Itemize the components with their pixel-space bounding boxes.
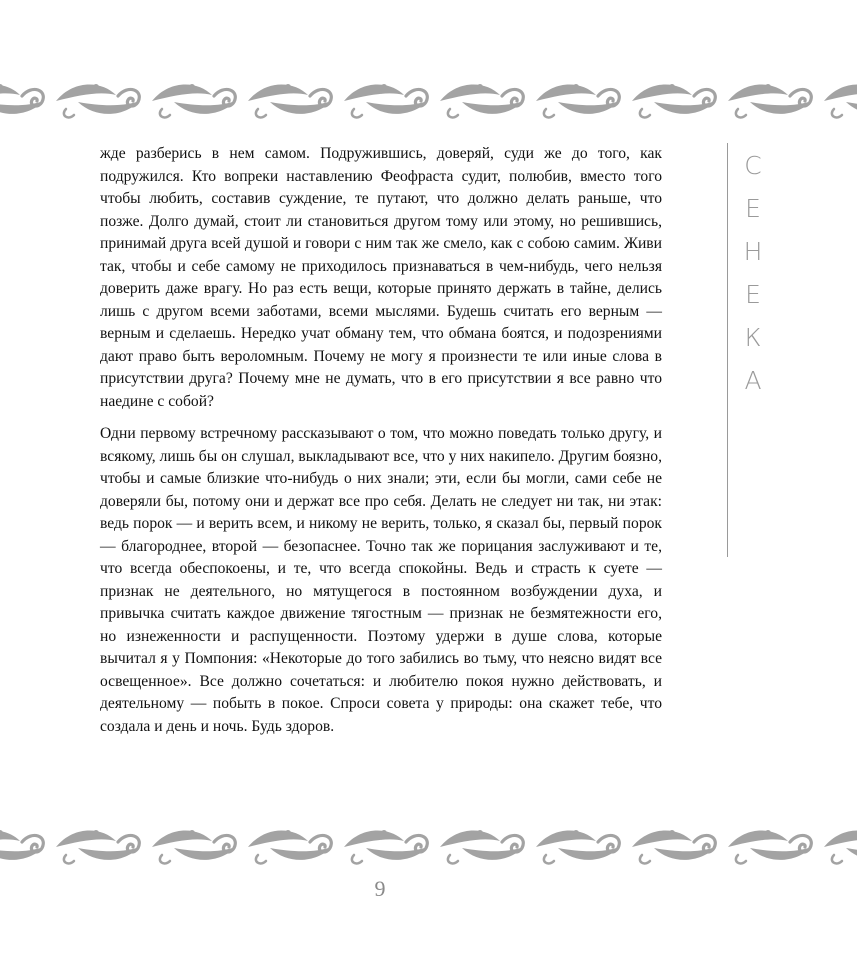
ornament-border-top [0, 77, 857, 121]
title-letter: К [744, 323, 762, 352]
side-rule [727, 143, 728, 557]
ornament-pattern [0, 823, 857, 867]
text-column [100, 143, 662, 738]
title-letter: С [744, 151, 762, 180]
paragraph: Одни первому встречному рассказывают о том, что можно поведать только другу, и всякому, лишь бы он слушал, выкладывают все, что у них накипело. Другим боязно, чтобы и самые близкие что-нибудь о них знали; эти, если бы могли, сами себе не доверяли бы, потому они и держат все про себя. Делать не следует ни так, ни этак: ведь порок — и верить всем, и никому не верить, только, я сказал бы, первый порок — благороднее, второй — безопаснее. Точно так же порицания заслуживают и те, что всегда обеспокоены, и те, что всегда спокойны. Ведь и страсть к суете — признак не деятельного, но мятущегося в постоянном возбуждении духа, и привычка считать каждое движение тягостным — признак не безмятежности его, но изнеженности и распущенности. Поэтому удержи в душе слова, которые вычитал я у Помпония: «Некоторые до того забились во тьму, что неясно видят все освещенное». Все должно сочетаться: и любителю покоя нужно действовать, и деятельному — побыть в покое. Спроси совета у природы: она скажет тебе, что создала и день и ночь. Будь здоров. [100, 425, 662, 735]
ornament-pattern [0, 77, 857, 121]
ornament-border-bottom [0, 823, 857, 867]
title-letter: Е [745, 280, 761, 309]
running-head-title [738, 144, 768, 402]
title-letter: Н [743, 237, 763, 266]
title-letter: Е [745, 194, 761, 223]
paragraph: жде разберись в нем самом. Подружившись, доверяй, суди же до того, как подружился. Кто вопреки наставлению Феофраста судит, полюбив, вместо того чтобы любить, составив суждение, те путают, что должно делать раньше, что позже. Долго думай, стоит ли становиться другом тому или этому, но решившись, принимай друга всей душой и говори с ним так же смело, как с собою самим. Живи так, чтобы и себе самому не приходилось признаваться в чем-нибудь, чего нельзя доверить даже врагу. Но раз есть вещи, которые принято держать в тайне, делись лишь с другом всеми заботами, всеми мыслями. Будешь считать его верным — верным и сделаешь. Нередко учат обману тем, что обмана боятся, и подозрениями дают право быть вероломным. Почему не могу я произнести те или иные слова в присутствии друга? Почему мне не думать, что в его присутствии я все равно что наедине с собой? [100, 145, 662, 410]
page-number: 9 [374, 876, 386, 901]
title-letter: А [744, 366, 762, 395]
